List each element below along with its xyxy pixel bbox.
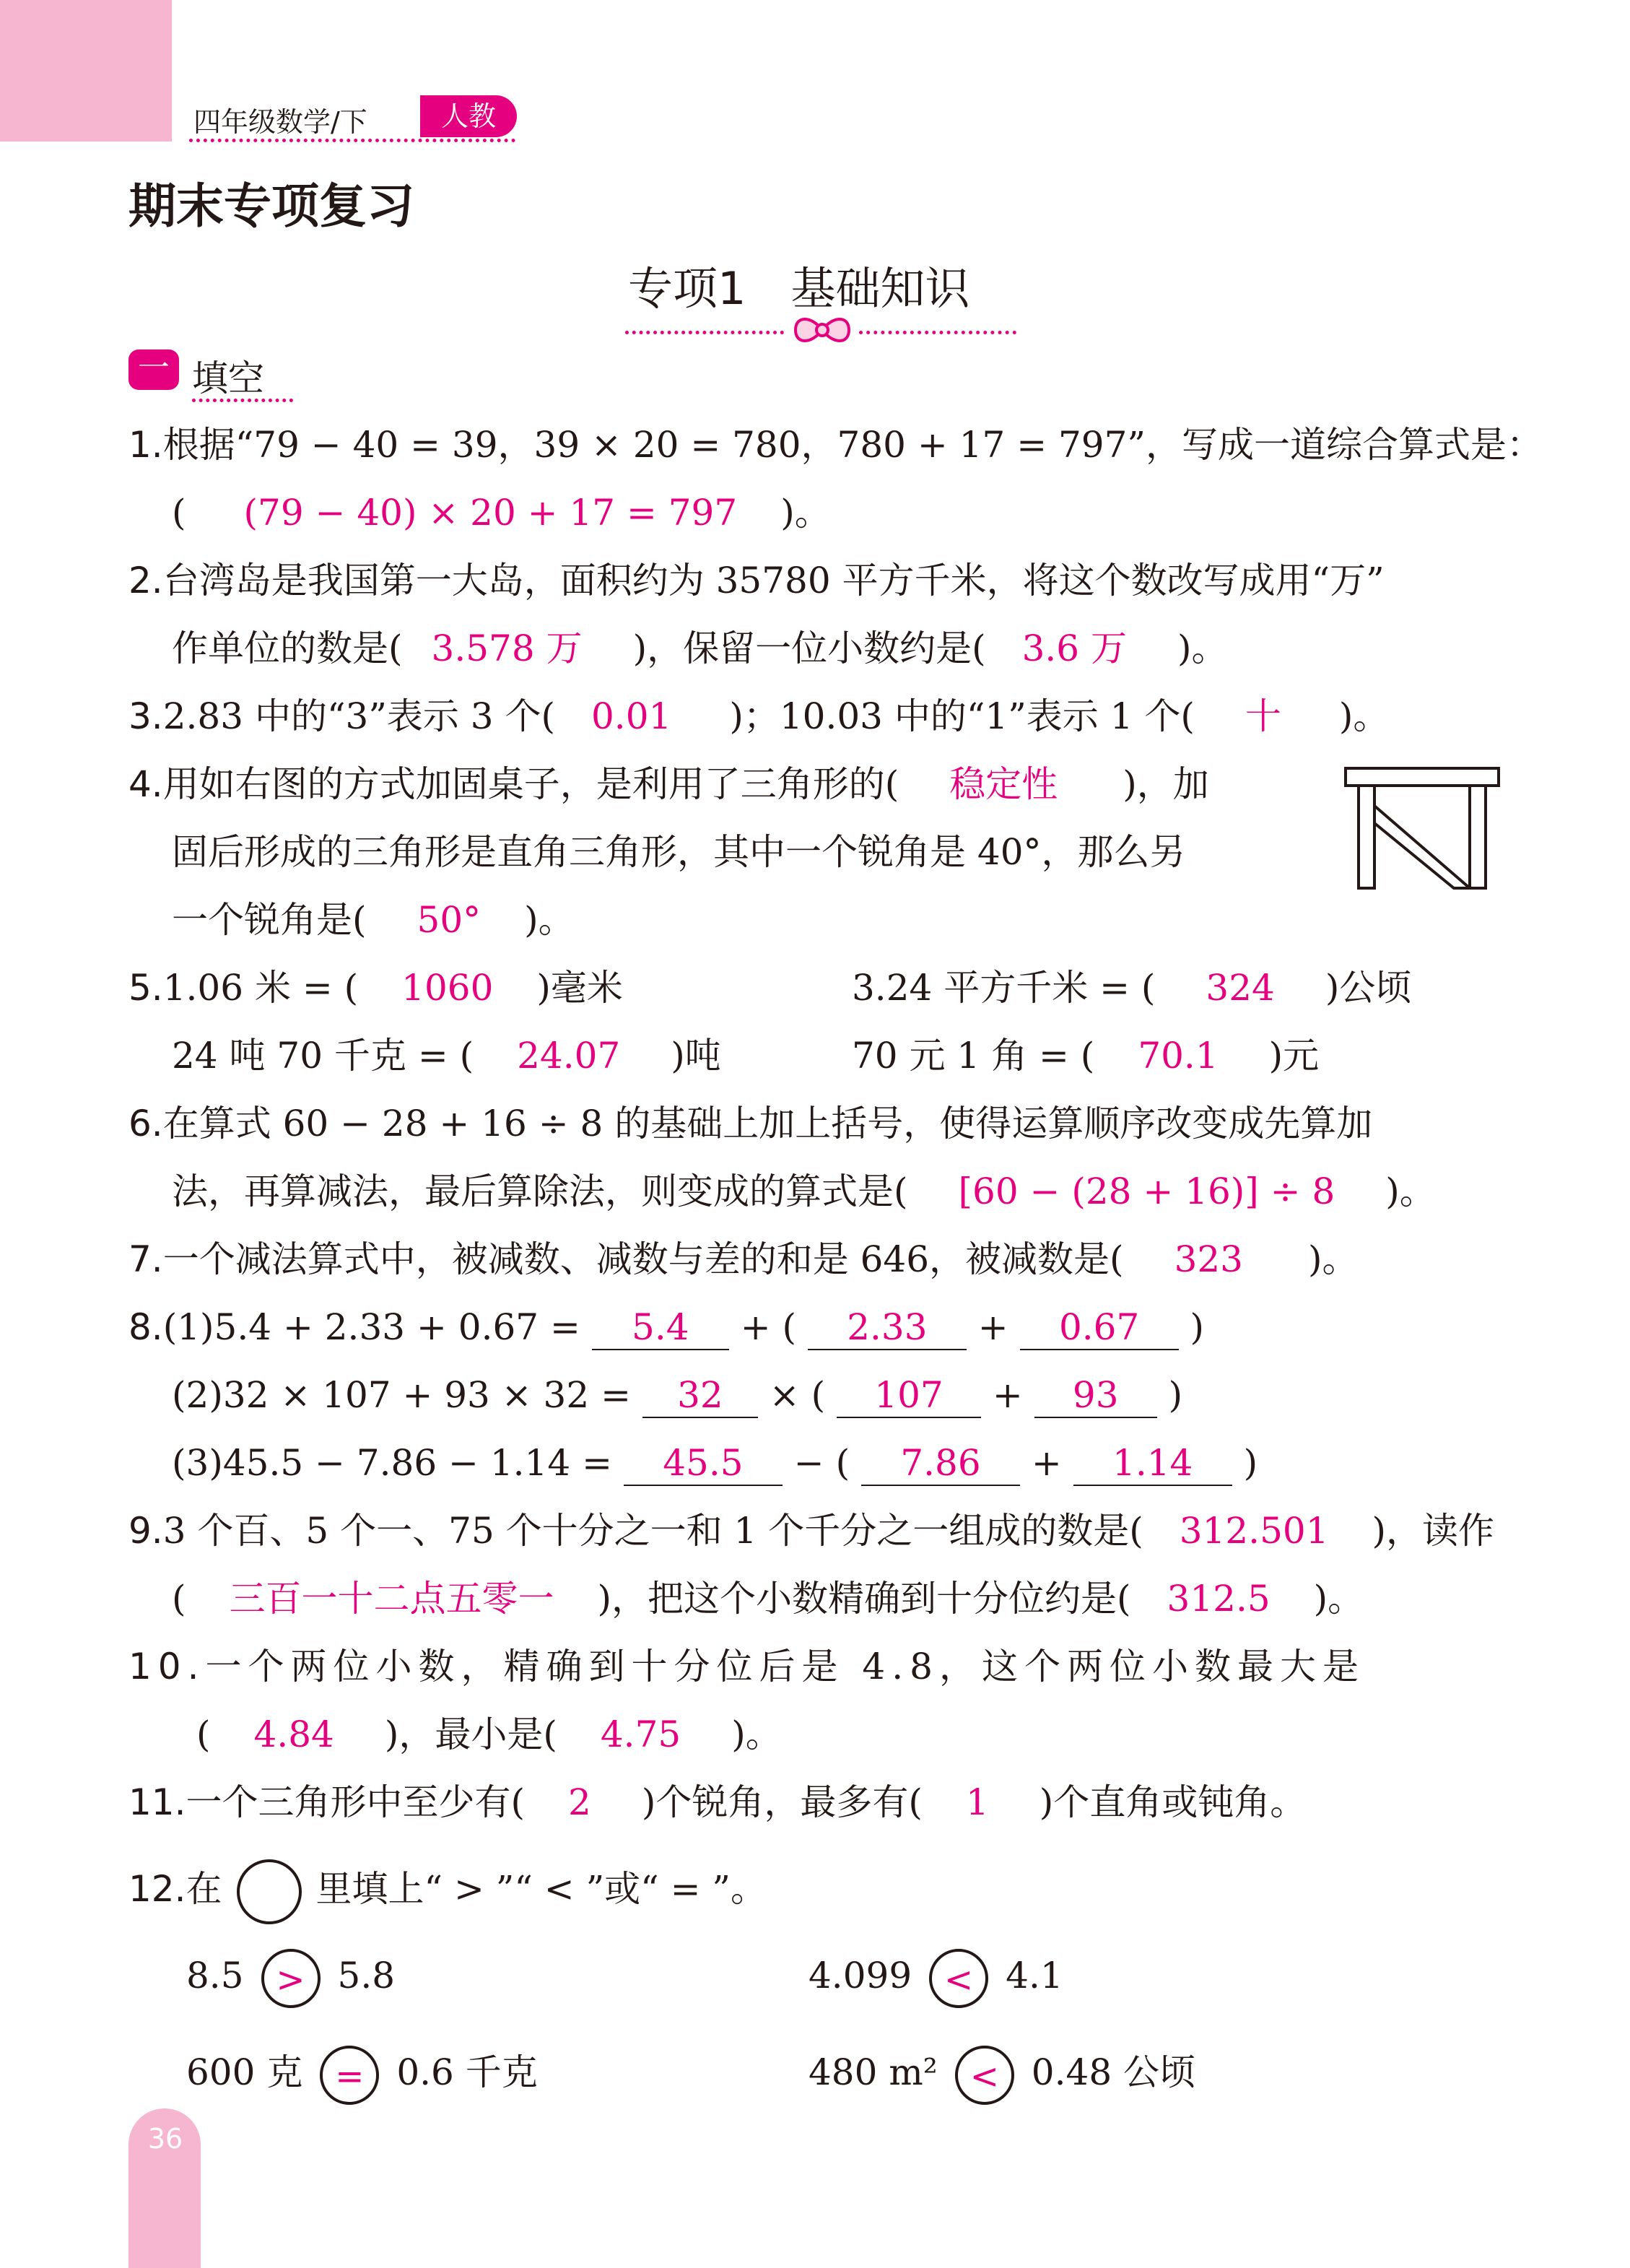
header-divider <box>189 139 515 142</box>
q5-line2 <box>172 1034 721 1077</box>
q7-number: 7. <box>128 1238 163 1280</box>
q10-t4: )。 <box>731 1713 782 1755</box>
bow-icon <box>790 312 855 348</box>
q4-line1 <box>128 762 1209 806</box>
q12-item-4-right: 0.48 公顷 <box>1031 2051 1196 2093</box>
q12-item-3-left: 600 克 <box>186 2051 303 2093</box>
empty-circle-icon <box>237 1859 302 1924</box>
q8-r3-end: ) <box>1243 1442 1258 1484</box>
q1-answer: (79 − 40) × 20 + 17 = 797 <box>243 492 738 534</box>
q2-answer-2: 3.6 万 <box>1021 627 1127 669</box>
q10-number: 10. <box>128 1646 206 1687</box>
q8-r1-op1: + ( <box>740 1306 796 1348</box>
q1-open: ( <box>172 492 186 534</box>
q3-t3: )。 <box>1338 695 1390 737</box>
q3-line <box>128 695 1389 738</box>
q6-line1 <box>128 1102 1372 1145</box>
q9-number: 9. <box>128 1510 163 1552</box>
q8-r3-op2: + <box>1031 1442 1062 1484</box>
q6-line2 <box>172 1170 1436 1213</box>
q8-r2-op2: + <box>992 1374 1023 1416</box>
q10-line2 <box>196 1713 782 1756</box>
q5-number: 5. <box>128 967 163 1009</box>
q8-r3-answer-3: 1.14 <box>1073 1441 1232 1486</box>
q12-item-1-left: 8.5 <box>186 1955 244 1997</box>
q2-text: 台湾岛是我国第一大岛，面积约为 35780 平方千米，将这个数改写成用“万” <box>162 560 1385 601</box>
page-title: 期末专项复习 <box>128 178 414 234</box>
q1-line2 <box>172 491 831 534</box>
subtitle-divider-left <box>625 331 784 334</box>
q8-r2-answer-2: 107 <box>837 1373 981 1418</box>
q7-t1: 一个减法算式中，被减数、减数与差的和是 646，被减数是( <box>162 1238 1124 1280</box>
q2-answer-1: 3.578 万 <box>431 627 583 669</box>
q12-item-4-left: 480 m² <box>809 2051 938 2093</box>
q12-item-3-sign: = <box>320 2046 379 2105</box>
q7-answer: 323 <box>1174 1238 1243 1280</box>
q5-r2b: 70 元 1 角 = ( <box>852 1035 1095 1077</box>
q8-r1-answer-2: 2.33 <box>808 1305 967 1350</box>
q11-t2: )个锐角，最多有( <box>641 1781 923 1823</box>
q12-item-2-sign: < <box>929 1949 988 2008</box>
q6-t2: 法，再算减法，最后算除法，则变成的算式是( <box>172 1170 908 1212</box>
q10-t3: )，最小是( <box>384 1713 557 1755</box>
q6-answer: [60 − (28 + 16)] ÷ 8 <box>958 1170 1335 1212</box>
q9-t2: )，读作 <box>1372 1510 1495 1552</box>
q8-r2-end: ) <box>1168 1374 1183 1416</box>
q9-t4: )，把这个小数精确到十分位约是( <box>597 1578 1131 1620</box>
q9-t5: )。 <box>1313 1578 1364 1620</box>
q1-line1 <box>128 423 1543 466</box>
q8-row1 <box>128 1305 1204 1350</box>
q5-line1-right <box>852 966 1411 1009</box>
q5-answer-3: 24.07 <box>517 1035 621 1077</box>
q5-r1a-end: )毫米 <box>536 967 623 1009</box>
q6-t3: )。 <box>1385 1170 1436 1212</box>
q12-t1: 在 <box>186 1868 222 1910</box>
q8-r2-label: (2)32 × 107 + 93 × 32 = <box>172 1374 631 1416</box>
q9-answer-3: 312.5 <box>1167 1578 1271 1620</box>
q12-item-3 <box>186 2039 538 2106</box>
q5-r1b-end: )公顷 <box>1325 967 1412 1009</box>
q4-line3 <box>172 898 575 942</box>
q8-row3 <box>172 1441 1258 1486</box>
q1-number: 1. <box>128 424 163 466</box>
q10-answer-2: 4.75 <box>600 1713 681 1755</box>
q12-number: 12. <box>128 1868 186 1910</box>
q11-t1: 一个三角形中至少有( <box>186 1781 526 1823</box>
q3-t2: )；10.03 中的“1”表示 1 个( <box>729 695 1195 737</box>
q9-answer-1: 312.501 <box>1179 1510 1329 1552</box>
q12-item-4 <box>809 2039 1195 2106</box>
q8-r2-op1: × ( <box>769 1374 826 1416</box>
q8-r2-answer-3: 93 <box>1034 1373 1157 1418</box>
q4-t1: 用如右图的方式加固桌子，是利用了三角形的( <box>162 763 899 805</box>
q5-r2b-end: )元 <box>1268 1035 1320 1077</box>
q8-r3-op1: − ( <box>793 1442 850 1484</box>
q1-text: 根据“79 − 40 = 39，39 × 20 = 780，780 + 17 = 797”，写成一道综合算式是： <box>162 424 1543 466</box>
header-book: 四年级数学/下 <box>193 106 367 138</box>
q8-number: 8. <box>128 1306 163 1348</box>
q8-r1-op2: + <box>977 1306 1008 1348</box>
q4-answer-2: 50° <box>417 899 481 941</box>
q8-r1-label: (1)5.4 + 2.33 + 0.67 = <box>162 1306 580 1348</box>
q5-r1a: 1.06 米 = ( <box>162 967 359 1009</box>
q11-t3: )个直角或钝角。 <box>1039 1781 1307 1823</box>
section-subtitle: 专项1 基础知识 <box>628 262 970 315</box>
q7-line <box>128 1238 1359 1281</box>
q1-close: )。 <box>780 492 831 534</box>
q9-answer-2: 三百一十二点五零一 <box>229 1578 554 1620</box>
q4-t2: )，加 <box>1123 763 1209 805</box>
q12-item-4-sign: < <box>955 2046 1014 2105</box>
q12-line <box>128 1856 767 1924</box>
q10-line1 <box>128 1645 1365 1688</box>
q2-line2 <box>172 627 1228 670</box>
q8-r1-end: ) <box>1190 1306 1205 1348</box>
q10-t2: ( <box>196 1713 211 1755</box>
subtitle-divider-right <box>859 331 1016 334</box>
q5-line2-right <box>852 1034 1319 1077</box>
q5-line1 <box>128 966 623 1009</box>
q3-t1: 2.83 中的“3”表示 3 个( <box>162 695 555 737</box>
q8-r3-answer-2: 7.86 <box>861 1441 1020 1486</box>
q2-t3: )，保留一位小数约是( <box>632 627 986 669</box>
q12-item-1-right: 5.8 <box>337 1955 396 1997</box>
top-tab <box>0 0 172 142</box>
q5-r1b: 3.24 平方千米 = ( <box>852 967 1156 1009</box>
q11-line <box>128 1781 1306 1824</box>
q6-t1: 在算式 60 − 28 + 16 ÷ 8 的基础上加上括号，使得运算顺序改变成先算加 <box>162 1103 1373 1144</box>
q5-r2a: 24 吨 70 千克 = ( <box>172 1035 474 1077</box>
q5-answer-4: 70.1 <box>1138 1035 1219 1077</box>
q8-r2-answer-1: 32 <box>642 1373 758 1418</box>
q2-t4: )。 <box>1177 627 1228 669</box>
q8-r1-answer-3: 0.67 <box>1020 1305 1179 1350</box>
q12-t2: 里填上“ > ”“ < ”或“ = ”。 <box>315 1868 767 1910</box>
q8-r1-answer-1: 5.4 <box>592 1305 729 1350</box>
q10-answer-1: 4.84 <box>253 1713 334 1755</box>
q8-r3-label: (3)45.5 − 7.86 − 1.14 = <box>172 1442 612 1484</box>
q9-t3: ( <box>172 1578 186 1620</box>
q4-t4: 一个锐角是( <box>172 899 367 941</box>
q11-answer-2: 1 <box>965 1781 989 1823</box>
q3-number: 3. <box>128 695 163 737</box>
table-figure <box>1343 762 1503 892</box>
q5-r2a-end: )吨 <box>671 1035 721 1077</box>
q12-item-2-left: 4.099 <box>809 1955 912 1997</box>
q2-line1 <box>128 559 1385 602</box>
q9-line1 <box>128 1509 1494 1552</box>
q4-number: 4. <box>128 763 163 805</box>
q10-t1: 一个两位小数，精确到十分位后是 4.8，这个两位小数最大是 <box>205 1646 1365 1687</box>
q8-r3-answer-1: 45.5 <box>624 1441 783 1486</box>
q7-t2: )。 <box>1308 1238 1359 1280</box>
q2-number: 2. <box>128 560 163 601</box>
q12-item-2-right: 4.1 <box>1006 1955 1063 1997</box>
section-label: 填空 <box>192 357 264 399</box>
q12-item-2 <box>809 1942 1063 2009</box>
q4-t5: )。 <box>524 899 575 941</box>
section-number-badge: 一 <box>128 349 179 390</box>
q9-line2 <box>172 1577 1364 1620</box>
q9-t1: 3 个百、5 个一、75 个十分之一和 1 个千分之一组成的数是( <box>162 1510 1143 1552</box>
q4-answer-1: 稳定性 <box>949 763 1058 805</box>
q8-row2 <box>172 1373 1182 1418</box>
q12-item-3-right: 0.6 千克 <box>396 2051 538 2093</box>
q11-answer-1: 2 <box>568 1781 591 1823</box>
header-edition-badge: 人教 <box>420 95 517 137</box>
q3-answer-2: 十 <box>1245 695 1281 737</box>
page-number: 36 <box>147 2123 183 2155</box>
q5-answer-1: 1060 <box>401 967 494 1009</box>
q11-number: 11. <box>128 1781 186 1823</box>
q4-line2: 固后形成的三角形是直角三角形，其中一个锐角是 40°，那么另 <box>172 831 1186 873</box>
section-divider <box>192 399 293 402</box>
q6-number: 6. <box>128 1103 163 1144</box>
q2-t2: 作单位的数是( <box>172 627 403 669</box>
q12-item-1-sign: > <box>261 1949 321 2008</box>
q5-answer-2: 324 <box>1206 967 1275 1009</box>
q3-answer-1: 0.01 <box>590 695 672 737</box>
q12-item-1 <box>186 1942 395 2009</box>
